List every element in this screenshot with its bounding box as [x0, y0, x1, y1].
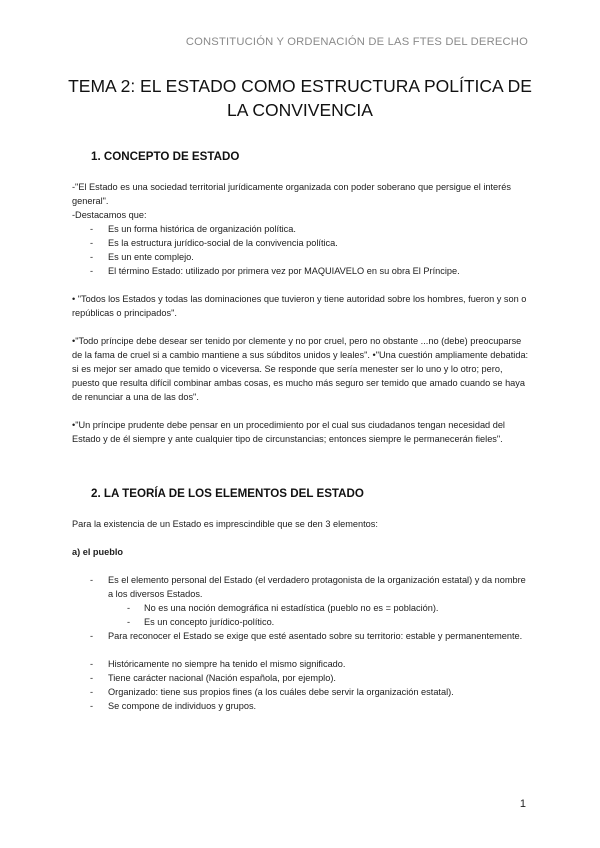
list-item-text: Organizado: tiene sus propios fines (a los cuáles debe servir la organización estatal). [108, 687, 454, 697]
list-dash: - [90, 224, 94, 234]
list-item [90, 236, 530, 250]
list-dash: - [90, 687, 94, 697]
list-item-text: Es un forma histórica de organización política. [108, 224, 296, 234]
page-number: 1 [519, 798, 526, 810]
list-dash: - [90, 252, 94, 262]
list-item [90, 671, 530, 685]
list-item-text: Tiene carácter nacional (Nación española, por ejemplo). [108, 673, 336, 683]
title-line-2: LA CONVIVENCIA [227, 100, 373, 120]
list-item-text: Para reconocer el Estado se exige que esté asentado sobre su territorio: estable y permanentemente. [108, 631, 523, 641]
sub-list-item [127, 601, 527, 615]
list-dash: - [90, 701, 94, 711]
list-dash: - [90, 575, 94, 585]
list-item [90, 250, 530, 264]
list-item [90, 699, 530, 713]
sub-list-item [127, 615, 527, 629]
list-item-text: No es una noción demográfica ni estadística (pueblo no es = población). [144, 603, 439, 613]
list-item [90, 222, 530, 236]
title-line-1: TEMA 2: EL ESTADO COMO ESTRUCTURA POLÍTICA DE [68, 76, 532, 96]
list-dash: - [90, 266, 94, 276]
list-item-text: Es la estructura jurídico-social de la convivencia política. [108, 238, 338, 248]
list-item-text: Históricamente no siempre ha tenido el mismo significado. [108, 659, 346, 669]
list-item [90, 657, 530, 671]
state-definition: -"El Estado es una sociedad territorial jurídicamente organizada con poder soberano que persigue el interés general". [72, 182, 511, 206]
list-item-text: Es un concepto jurídico-político. [144, 617, 275, 627]
quote-paragraph: •"Un príncipe prudente debe pensar en un procedimiento por el cual sus ciudadanos tengan necesidad del Estado y de él siempre y ante cualquier tipo de circunstancias; entonces siempre le permanecerán fieles". [72, 420, 505, 444]
list-item-text: Se compone de individuos y grupos. [108, 701, 257, 711]
section-1-heading: 1. CONCEPTO DE ESTADO [91, 150, 240, 163]
section-2-heading: 2. LA TEORÍA DE LOS ELEMENTOS DEL ESTADO [91, 487, 364, 500]
list-dash: - [90, 631, 94, 641]
list-item-text: El término Estado: utilizado por primera vez por MAQUIAVELO en su obra El Príncipe. [108, 266, 460, 276]
list-item-text: Es el elemento personal del Estado (el verdadero protagonista de la organización estatal) y da nombre a los diversos Estados. [108, 575, 526, 599]
page-title [60, 74, 540, 122]
quote-paragraph: •"Todo príncipe debe desear ser tenido por clemente y no por cruel, pero no obstante ...no (debe) preocuparse de la fama de cruel si a cambio mantiene a sus súbditos unidos y leales". •"Una cuestión ampliamente debatida: si es mejor ser amado que temido o viceversa. Se responde que sería menester ser lo uno y lo otro; pero, puesto que resulta difícil combinar ambas cosas, es mucho más seguro ser temido que amado cuando se haya de renunciar a una de las dos". [72, 336, 529, 402]
list-dash: - [90, 659, 94, 669]
list-item [90, 573, 530, 601]
list-dash: - [90, 673, 94, 683]
list-item [90, 629, 530, 643]
list-dash: - [127, 603, 131, 613]
list-item [90, 264, 530, 278]
list-item-text: Es un ente complejo. [108, 252, 194, 262]
section-2-intro: Para la existencia de un Estado es imprescindible que se den 3 elementos: [72, 519, 378, 529]
destacamos-label: -Destacamos que: [72, 210, 147, 220]
running-header: CONSTITUCIÓN Y ORDENACIÓN DE LAS FTES DEL DERECHO [185, 36, 528, 48]
list-dash: - [127, 617, 131, 627]
list-item [90, 685, 530, 699]
list-dash: - [90, 238, 94, 248]
quote-paragraph: • "Todos los Estados y todas las dominaciones que tuvieron y tiene autoridad sobre los hombres, fueron y son o repúblicas o principados". [72, 294, 527, 318]
subheading-el-pueblo: a) el pueblo [72, 547, 124, 557]
